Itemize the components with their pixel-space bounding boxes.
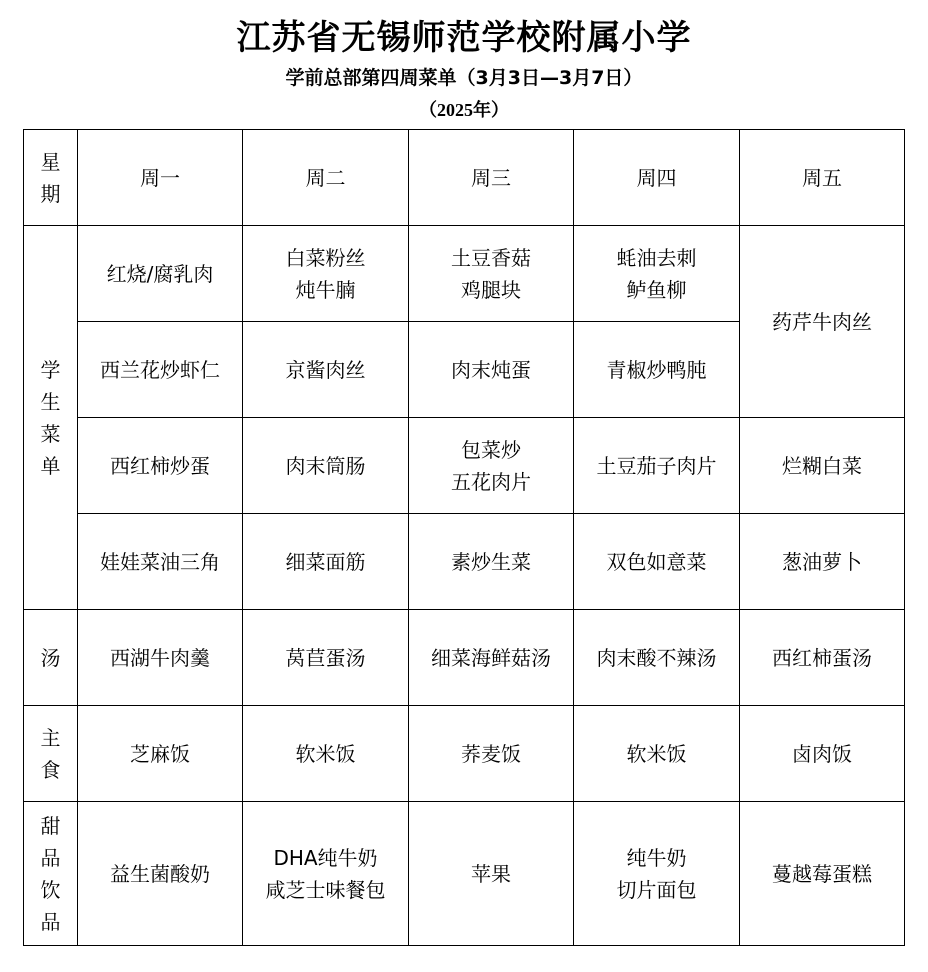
dish-name: 鲈鱼柳: [626, 277, 687, 302]
menu-subtitle: 学前总部第四周菜单（3月3日—3月7日）: [285, 67, 643, 89]
menu-year: （2025年）: [419, 100, 509, 120]
weekday-header-row: [24, 130, 905, 226]
dish-cell: [243, 322, 409, 418]
dessert-cell: [243, 802, 409, 946]
day-header-mon: [78, 130, 243, 226]
dish-cell: [243, 418, 409, 514]
dessert-name: 蔓越莓蛋糕: [772, 861, 872, 886]
label-char: 学: [40, 357, 61, 382]
label-char: 甜: [40, 813, 61, 838]
staple-cell: [243, 706, 409, 802]
dessert-name: 咸芝士味餐包: [265, 877, 386, 902]
staple-name: 软米饭: [626, 741, 687, 766]
dessert-label: [24, 802, 78, 946]
soup-name: 西红柿蛋汤: [772, 645, 872, 670]
dish-cell: [78, 226, 243, 322]
label-char: 星: [40, 149, 61, 174]
dish-name: 肉末筒肠: [285, 453, 366, 478]
dish-cell: [574, 514, 740, 610]
label-char: 品: [40, 845, 61, 870]
label-char: 主: [40, 725, 61, 750]
dish-name: 药芹牛肉丝: [772, 309, 872, 334]
school-title: 江苏省无锡师范学校附属小学: [236, 18, 692, 58]
dish-cell: [78, 322, 243, 418]
dish-name: 鸡腿块: [461, 277, 521, 302]
soup-name: 肉末酸不辣汤: [596, 645, 717, 670]
dish-name: 蚝油去刺: [616, 245, 697, 270]
dish-name: 土豆茄子肉片: [596, 453, 717, 478]
dish-cell: [78, 418, 243, 514]
day-label: 周三: [471, 165, 511, 190]
dish-name: 娃娃菜油三角: [100, 549, 220, 574]
dish-name: 西兰花炒虾仁: [100, 357, 220, 382]
soup-cell: [243, 610, 409, 706]
dish-cell: [243, 226, 409, 322]
dish-cell: [740, 418, 905, 514]
label-char: 期: [40, 181, 61, 206]
soup-label: [24, 610, 78, 706]
staple-name: 卤肉饭: [792, 741, 852, 766]
dish-name: 素炒生菜: [451, 549, 531, 574]
dish-name: 白菜粉丝: [285, 245, 366, 270]
dish-cell-friday-merged: [740, 226, 905, 418]
staple-name: 软米饭: [295, 741, 356, 766]
dessert-name: 切片面包: [616, 877, 697, 902]
label-char: 品: [40, 909, 61, 934]
staple-cell: [740, 706, 905, 802]
dish-cell: [740, 514, 905, 610]
dessert-name: 纯牛奶: [626, 845, 687, 870]
day-label: 周四: [636, 165, 677, 190]
dish-name: 五花肉片: [451, 469, 531, 494]
dish-name: 葱油萝卜: [782, 549, 862, 574]
staple-cell: [409, 706, 574, 802]
day-header-wed: [409, 130, 574, 226]
dish-cell: [409, 322, 574, 418]
dish-name: 青椒炒鸭肫: [606, 357, 707, 382]
dish-name: 包菜炒: [461, 437, 521, 462]
dish-cell: [409, 514, 574, 610]
soup-cell: [78, 610, 243, 706]
soup-cell: [574, 610, 740, 706]
soup-cell: [409, 610, 574, 706]
dish-cell: [574, 226, 740, 322]
day-label: 周一: [140, 165, 180, 190]
student-menu-label: [24, 226, 78, 610]
label-char: 单: [40, 453, 61, 478]
soup-row: [24, 610, 905, 706]
soup-name: 莴苣蛋汤: [285, 645, 366, 670]
staple-cell: [78, 706, 243, 802]
staple-row: [24, 706, 905, 802]
dish-cell: [574, 418, 740, 514]
student-menu-row: [24, 418, 905, 514]
soup-name: 细菜海鲜菇汤: [431, 645, 551, 670]
day-header-thu: [574, 130, 740, 226]
soup-cell: [740, 610, 905, 706]
day-label: 周五: [802, 165, 842, 190]
dish-name: 红烧/腐乳肉: [106, 261, 214, 286]
dish-name: 土豆香菇: [451, 245, 531, 270]
dish-name: 京酱肉丝: [285, 357, 366, 382]
dish-name: 烂糊白菜: [782, 453, 862, 478]
dessert-cell: [574, 802, 740, 946]
weekly-menu-table: [23, 129, 905, 946]
dessert-cell: [78, 802, 243, 946]
dessert-cell: [409, 802, 574, 946]
student-menu-row: [24, 514, 905, 610]
label-char: 生: [40, 389, 61, 414]
staple-label: [24, 706, 78, 802]
weekday-corner-label: [24, 130, 78, 226]
dessert-row: [24, 802, 905, 946]
day-label: 周二: [305, 165, 346, 190]
dish-name: 炖牛腩: [295, 277, 356, 302]
dish-name: 细菜面筋: [285, 549, 366, 574]
staple-name: 芝麻饭: [130, 741, 190, 766]
dessert-cell: [740, 802, 905, 946]
label-char: 饮: [40, 877, 61, 902]
student-menu-row: [24, 226, 905, 322]
dish-cell: [409, 226, 574, 322]
day-header-fri: [740, 130, 905, 226]
staple-name: 荞麦饭: [461, 741, 521, 766]
dessert-name: 苹果: [471, 861, 511, 886]
day-header-tue: [243, 130, 409, 226]
dish-cell: [243, 514, 409, 610]
dish-name: 西红柿炒蛋: [110, 453, 210, 478]
label-char: 菜: [40, 421, 61, 446]
dessert-name: DHA纯牛奶: [273, 845, 378, 870]
dish-cell: [574, 322, 740, 418]
staple-cell: [574, 706, 740, 802]
label-char: 汤: [40, 645, 61, 670]
dish-name: 双色如意菜: [606, 549, 707, 574]
dish-cell: [409, 418, 574, 514]
label-char: 食: [40, 757, 61, 782]
soup-name: 西湖牛肉羹: [110, 645, 210, 670]
dish-cell: [78, 514, 243, 610]
dessert-name: 益生菌酸奶: [110, 861, 210, 886]
dish-name: 肉末炖蛋: [451, 357, 531, 382]
